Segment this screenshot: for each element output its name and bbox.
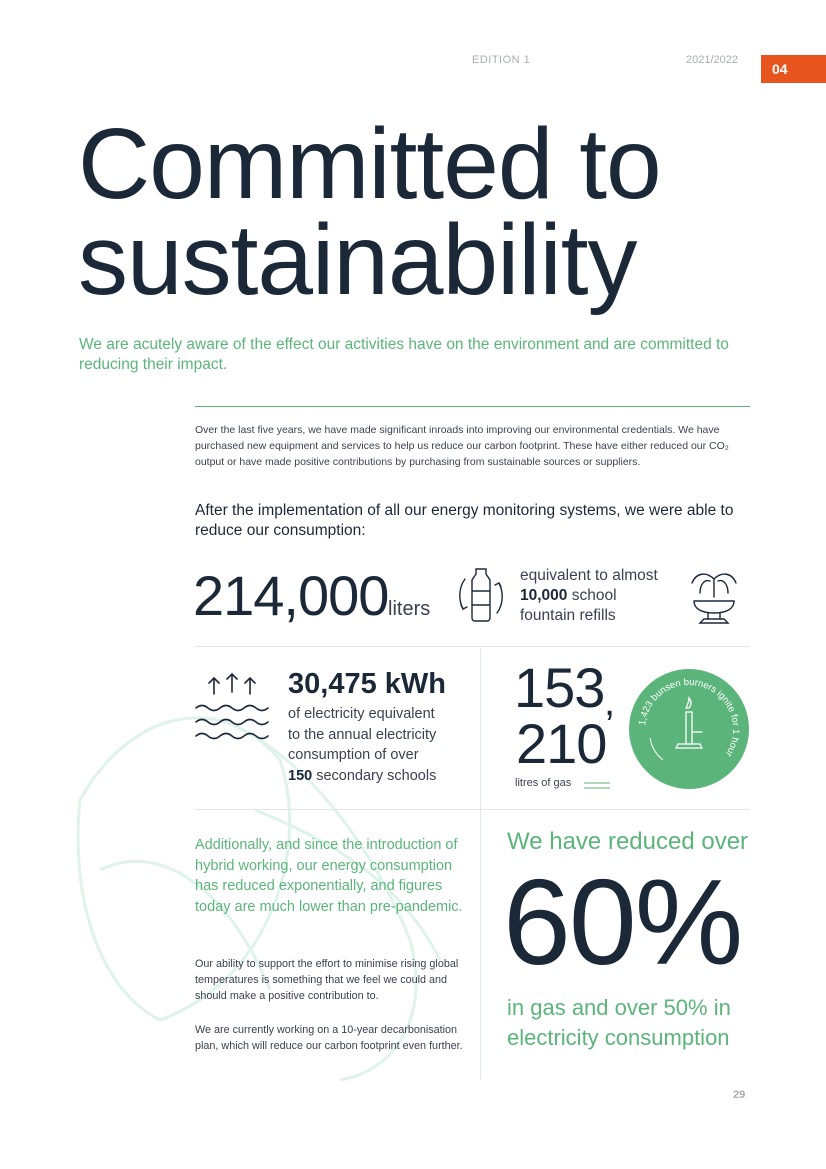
bunsen-burner-badge — [628, 668, 750, 790]
reduction-intro: We have reduced over — [507, 828, 749, 855]
fountain-count: 10,000 — [520, 587, 568, 604]
fountain-text-school: school — [567, 587, 617, 604]
fountain-icon — [688, 567, 740, 629]
title-line-1: Committed to — [78, 108, 661, 220]
electricity-description — [288, 704, 473, 786]
intro-text: We are acutely aware of the effect our activities have on the environment and are committed to reducing their impact. — [79, 336, 729, 373]
heat-waves-icon — [194, 672, 270, 744]
divider — [195, 809, 750, 810]
electricity-value: 30,475 kWh — [288, 668, 446, 700]
additional-highlight: Additionally, and since the introduction of hybrid working, our energy consumption has reduced exponentially, and figures today are much lower than pre-pandemic. — [195, 837, 463, 915]
gas-value-comma: , — [604, 680, 616, 724]
lead-paragraph: After the implementation of all our energy monitoring systems, we were able to reduce our consumption: — [195, 502, 734, 539]
gas-lines-icon — [584, 780, 610, 790]
divider — [195, 406, 750, 407]
fountain-text-line3: fountain refills — [520, 607, 616, 624]
fountain-text-line1: equivalent to almost — [520, 567, 658, 584]
electricity-line2: to the annual electricity — [288, 726, 437, 743]
fountain-equivalent-text — [520, 566, 690, 626]
electricity-line1: of electricity equivalent — [288, 706, 435, 722]
additional-paragraph-1: Our ability to support the effort to minimise rising global temperatures is something that we feel we could and should make a positive contribution to. — [195, 958, 459, 1002]
reduction-detail: in gas and over 50% in electricity consumption — [507, 995, 731, 1050]
body-paragraph: Over the last five years, we have made significant inroads into improving our environmental credentials. We have purchased new equipment and services to help us reduce our carbon footprint. These have either reduced our CO₂ output or have made positive contributions by purchasing from sustainable sources or suppliers. — [195, 424, 729, 468]
badge-text: 1,423 bunsen burners ignite for 1 hour — [637, 676, 742, 759]
bottle-recycle-icon — [455, 565, 507, 627]
schools-label: secondary schools — [312, 767, 437, 784]
page-number: 29 — [733, 1089, 746, 1101]
section-tab: 04 — [761, 55, 826, 83]
water-unit: liters — [388, 598, 431, 620]
gas-value-part2: 210 — [516, 712, 607, 775]
schools-count: 150 — [288, 767, 313, 784]
reduction-percent: 60% — [503, 854, 742, 990]
additional-paragraph-2: We are currently working on a 10-year decarbonisation plan, which will reduce our carbon footprint even further. — [195, 1024, 463, 1052]
water-value: 214,000 — [193, 564, 389, 627]
edition-label: EDITION 1 — [472, 54, 531, 66]
year-label: 2021/2022 — [686, 54, 738, 66]
title-line-2: sustainability — [78, 204, 637, 316]
gas-label: litres of gas — [515, 777, 572, 789]
page-title — [78, 108, 798, 316]
electricity-line4 — [288, 766, 473, 787]
divider — [195, 646, 750, 647]
gas-value-part1: 153 — [514, 656, 605, 719]
fountain-text-line2 — [520, 586, 690, 606]
vertical-divider — [480, 648, 481, 1080]
electricity-line3: consumption of over — [288, 747, 419, 763]
